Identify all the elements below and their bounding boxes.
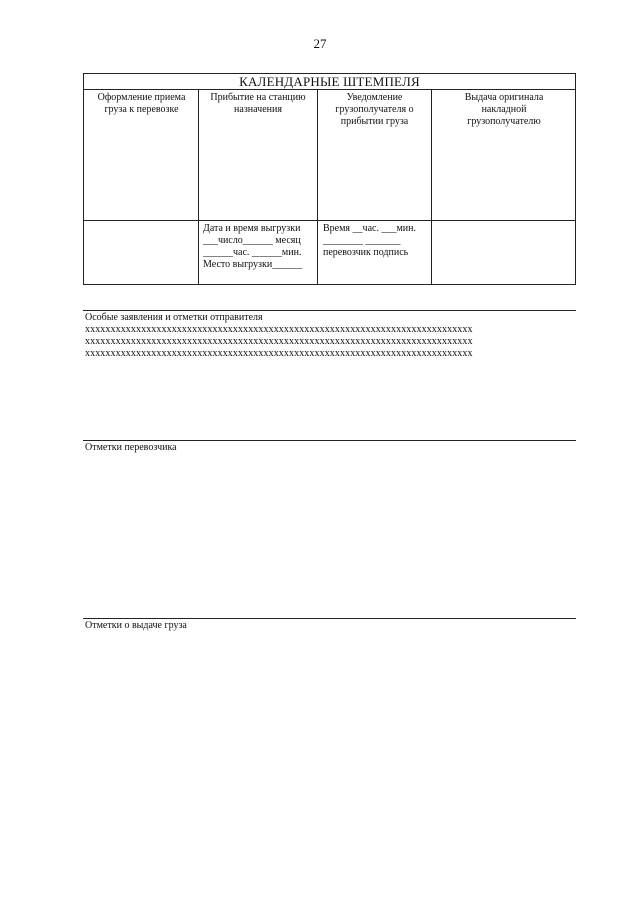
notify-signature-lines: ________ _______: [323, 235, 401, 246]
sender-notes-line: xxxxxxxxxxxxxxxxxxxxxxxxxxxxxxxxxxxxxxxxxxxxxxxxxxxxxxxxxxxxxxxxxxxxxxxxxxxx: [85, 348, 473, 359]
row-divider: [84, 220, 575, 221]
sender-notes-line: xxxxxxxxxxxxxxxxxxxxxxxxxxxxxxxxxxxxxxxxxxxxxxxxxxxxxxxxxxxxxxxxxxxxxxxxxxxx: [85, 324, 473, 335]
header-line: Выдача оригинала: [464, 92, 544, 103]
delivery-notes-divider: [83, 618, 576, 619]
stamps-title: КАЛЕНДАРНЫЕ ШТЕМПЕЛЯ: [84, 74, 575, 90]
sender-notes-line: xxxxxxxxxxxxxxxxxxxxxxxxxxxxxxxxxxxxxxxxxxxxxxxxxxxxxxxxxxxxxxxxxxxxxxxxxxxx: [85, 336, 473, 347]
carrier-notes-divider: [83, 440, 576, 441]
unload-place-field: Место выгрузки______: [203, 259, 303, 270]
header-line: груза к перевозке: [104, 104, 179, 115]
header-line: грузополучателя о: [335, 104, 414, 115]
notify-time-field: Время __час. ___мин.: [323, 223, 416, 234]
header-line: накладной: [481, 104, 527, 115]
column-divider: [198, 90, 199, 284]
unload-day-month-field: ___число______ месяц: [203, 235, 301, 246]
header-line: прибытии груза: [340, 116, 409, 127]
sender-notes-divider: [83, 310, 576, 311]
calendar-stamps-table: [83, 73, 576, 285]
sender-notes-label: Особые заявления и отметки отправителя: [85, 312, 263, 323]
unload-hour-minute-field: ______час. ______мин.: [203, 247, 302, 258]
header-line: Уведомление: [346, 92, 403, 103]
stamp-col-arrival-header: [199, 92, 317, 116]
header-line: грузополучателю: [467, 116, 541, 127]
header-line: назначения: [234, 104, 282, 115]
notify-carrier-signature-label: перевозчик подпись: [323, 247, 409, 258]
header-line: Прибытие на станцию: [210, 92, 306, 103]
unload-date-label: Дата и время выгрузки: [203, 223, 301, 234]
stamp-col-acceptance-header: [85, 92, 198, 116]
header-line: Оформление приема: [97, 92, 186, 103]
page-number: 27: [313, 36, 327, 51]
stamp-col-delivery-header: [432, 92, 576, 128]
stamp-col-notification-header: [318, 92, 431, 128]
delivery-notes-label: Отметки о выдаче груза: [85, 620, 187, 631]
carrier-notes-label: Отметки перевозчика: [85, 442, 177, 453]
